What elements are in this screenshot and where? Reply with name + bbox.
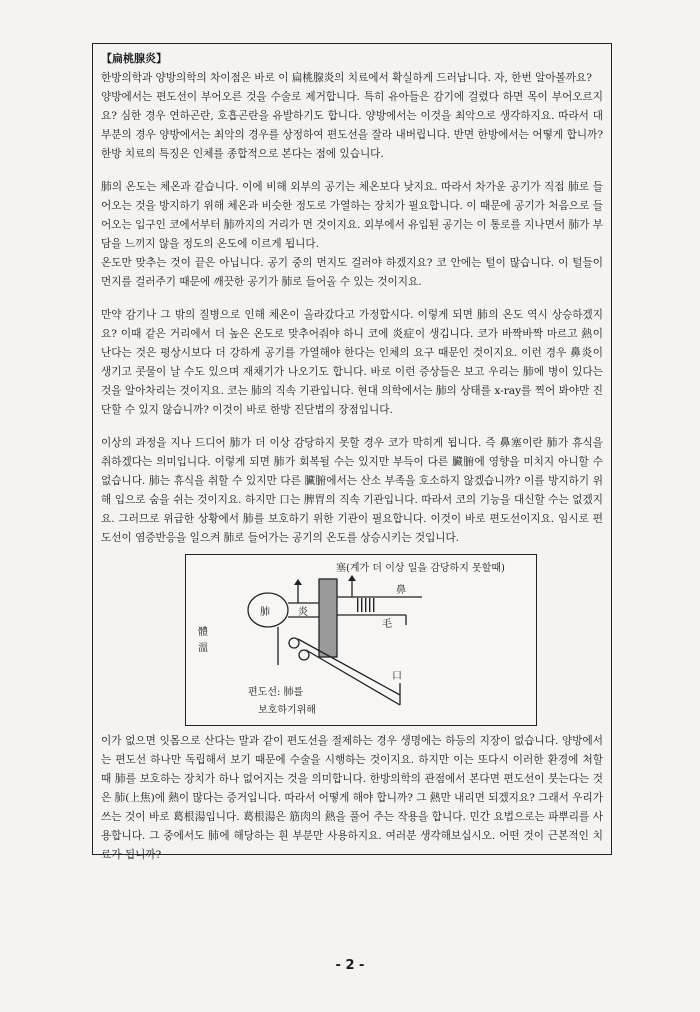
hair-stroke-5 (373, 598, 374, 612)
hair-stroke-2 (361, 598, 362, 612)
mouth-path-upper (298, 639, 400, 695)
lung-label: 肺 (260, 607, 270, 618)
paragraph-lung-temperature: 肺의 온도는 체온과 같습니다. 이에 비해 외부의 공기는 체온보다 낮지요. 따라서 차가운 공기가 직접 肺로 들어오는 것을 방지하기 위해 체온과 비슷한 정도로 가열하는 장치가 필요합니다. 이 때문에 공기가 처음으로 들어오는 입구인 코에서부터 肺까지의 거리가 먼 것이지요. 외부에서 유입된 공기는 이 통로를 지나면서 肺가 부담을 느끼지 않을 정도의 온도에 이르게 됩니다. (101, 181, 603, 250)
body-temp-label-2: 溫 (198, 643, 208, 654)
content-box (92, 43, 612, 861)
inflammation-label: 炎 (298, 607, 308, 618)
intro-paragraph: 한방의학과 양방의학의 차이점은 바로 이 扁桃腺炎의 치료에서 확실하게 드러납니다. 자, 한번 알아볼까요? (101, 72, 592, 84)
paragraph-western-treatment: 양방에서는 편도선이 부어오른 것을 수술로 제거합니다. 특히 유아들은 감기에 걸렸다 하면 목이 부어오르지요? 심한 경우 연하곤란, 호흡곤란을 유발하기도 합니다. 양방에서는 이것을 최악으로 생각하지요. 따라서 대부분의 경우 양방에서는 최악의 경우를 상정하여 편도선을 잘라 내버립니다. 반면 한방에서는 어떻게 합니까? 한방 치료의 특징은 인체를 종합적으로 본다는 점에 있습니다. (101, 91, 603, 160)
paragraph-fever: 만약 감기나 그 밖의 질병으로 인해 체온이 올라갔다고 가정합시다. 이렇게 되면 肺의 온도 역시 상승하겠지요? 이때 같은 거리에서 더 높은 온도로 맞추어줘야 하니 코에 炎症이 생깁니다. 코가 바짝바짝 마르고 熱이 난다는 것은 평상시보다 더 강하게 공기를 가열해야 한다는 인체의 요구 때문인 것이지요. 이런 경우 鼻炎이 생기고 콧물이 날 수도 있으며 재채기가 나오기도 합니다. 바로 이런 증상들은 보고 우리는 肺에 병이 있다는 것을 알아차리는 것이지요. 코는 肺의 직속 기관입니다. 현대 의학에서는 肺의 상태를 x-ray를 찍어 봐야만 진단할 수 있지 않습니까? 이것이 바로 한방 진단법의 장점입니다. (101, 309, 603, 416)
page-number: - 2 - (335, 958, 365, 973)
arrowhead-left (294, 579, 302, 585)
hair-stroke-3 (365, 598, 366, 612)
tonsil-circle-1 (289, 638, 299, 648)
hair-stroke-4 (369, 598, 370, 612)
hair-label: 毛 (382, 619, 392, 630)
paragraph-conclusion: 이가 없으면 잇몸으로 산다는 말과 같이 편도선을 절제하는 경우 생명에는 하등의 지장이 없습니다. 양방에서는 편도선 하나만 독립해서 보기 때문에 수술을 시행하는 것이지요. 하지만 이는 또다시 이러한 환경에 처할 때 肺를 보호하는 장치가 하나 없어지는 것을 의미합니다. 한방의학의 관점에서 본다면 편도선이 붓는다는 것은 肺(上焦)에 熱이 많다는 증거입니다. 따라서 어떻게 해야 합니까? 그 熱만 내리면 되겠지요? 그래서 우리가 쓰는 것이 바로 葛根湯입니다. 葛根湯은 筋肉의 熱을 풀어 주는 작용을 합니다. 민간 요법으로는 파뿌리를 사용합니다. 그 중에서도 肺에 해당하는 흰 부분만 사용하지요. 여러분 생각해보십시오. 어떤 것이 근본적인 치료가 됩니까? (101, 735, 603, 861)
obstruction-block (319, 579, 337, 657)
body-temp-label-1: 體 (198, 627, 208, 638)
mouth-path-lower (306, 650, 400, 705)
arrowhead-right (348, 575, 356, 581)
diagram-title: 塞(계가 더 이상 일을 감당하지 못할때) (336, 563, 505, 574)
airway-diagram-drawing (186, 555, 538, 727)
hair-stroke-1 (357, 598, 358, 612)
mouth-label: 口 (392, 671, 402, 682)
tonsil-caption-line2: 보호하기위해 (258, 705, 316, 716)
section-heading: 【扁桃腺炎】 (101, 52, 167, 65)
nose-label: 鼻 (396, 585, 406, 596)
paragraph-nasal-block: 이상의 과정을 지나 드디어 肺가 더 이상 감당하지 못할 경우 코가 막히게 됩니다. 즉 鼻塞이란 肺가 휴식을 취하겠다는 의미입니다. 이렇게 되면 肺가 회복될 수는 있지만 부득이 다른 臟腑에 영향을 미치지 아니할 수 없습니다. 肺는 휴식을 취할 수 있지만 다른 臟腑에서는 산소 부족을 호소하지 않겠습니까? 이를 방지하기 위해 입으로 숨을 쉬는 것이지요. 하지만 口는 脾胃의 직속 기관입니다. 따라서 코의 기능을 대신할 수는 없겠지요. 그러므로 위급한 상황에서 肺를 보호하기 위한 기관이 필요합니다. 이것이 바로 편도선이지요. 임시로 편도선이 염증반응을 일으켜 肺로 들어가는 공기의 온도를 상승시키는 것입니다. (101, 437, 603, 544)
airway-diagram (185, 554, 537, 726)
paragraph-dust-filter: 온도만 맞추는 것이 끝은 아닙니다. 공기 중의 먼지도 걸러야 하겠지요? 코 안에는 털이 많습니다. 이 털들이 먼지를 걸러주기 때문에 깨끗한 공기가 肺로 들어올 수 있는 것이지요. (101, 257, 603, 288)
tonsil-caption-line1: 편도선: 肺를 (248, 687, 304, 698)
